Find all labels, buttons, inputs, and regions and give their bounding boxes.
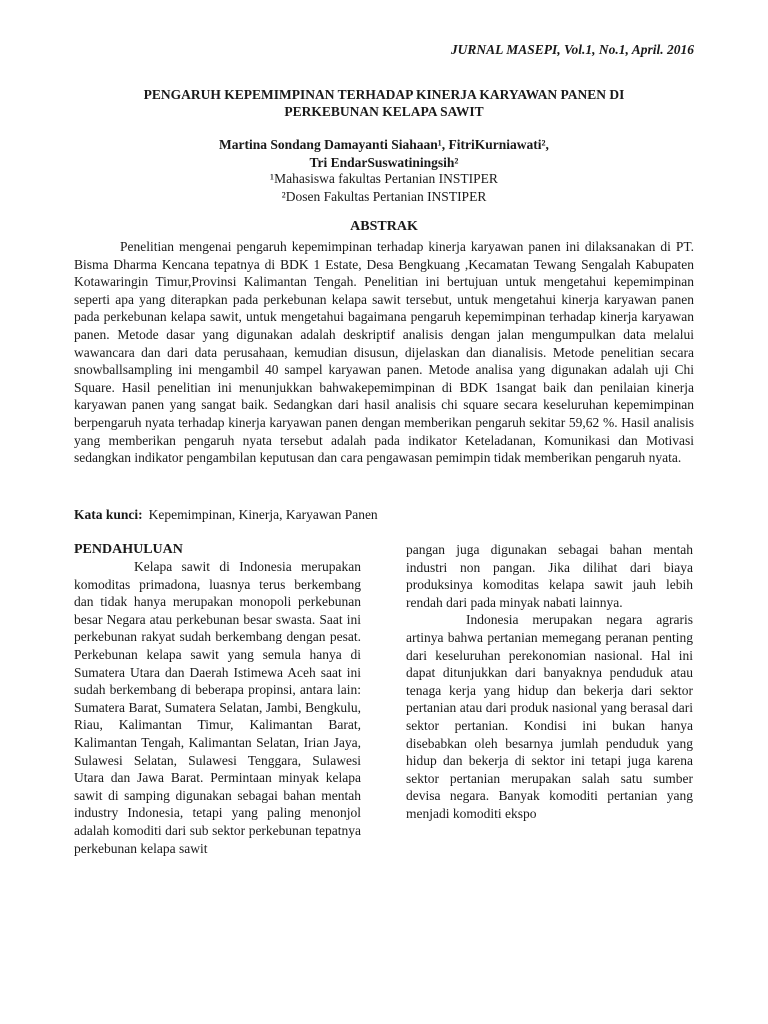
paper-title xyxy=(70,86,698,120)
column-left xyxy=(74,541,361,857)
column-right xyxy=(406,541,693,823)
abstract-heading: ABSTRAK xyxy=(350,219,418,234)
title-line-1: PENGARUH KEPEMIMPINAN TERHADAP KINERJA KARYAWAN PANEN DI xyxy=(143,87,625,102)
intro-paragraph-2: pangan juga digunakan sebagai bahan mentah industri non pangan. Jika dilihat dari biaya produksinya komoditas kelapa sawit jauh lebih rendah dari pada minyak nabati lainnya. xyxy=(406,542,693,610)
keywords-value: Kepemimpinan, Kinerja, Karyawan Panen xyxy=(148,507,378,522)
author-list xyxy=(70,136,698,172)
journal-header: JURNAL MASEPI, Vol.1, No.1, April. 2016 xyxy=(450,42,694,57)
title-line-2: PERKEBUNAN KELAPA SAWIT xyxy=(284,104,484,119)
author-line-2: Tri EndarSuswatiningsih² xyxy=(309,155,459,170)
section-heading-pendahuluan: PENDAHULUAN xyxy=(74,542,183,557)
intro-paragraph-3: Indonesia merupakan negara agraris artinya bahwa pertanian memegang peranan penting dari keseluruhan perekonomian nasional. Hal ini dapat ditunjukkan dari banyaknya penduduk atau tenaga kerja yang hidup dan bekerja dari sektor pertanian atau dari produk nasional yang berasal dari sektor pertanian. Kondisi ini bukan hanya disebabkan oleh besarnya jumlah penduduk yang hidup dan bekerja di sektor ini tetapi juga karena sektor pertanian merupakan salah satu sumber devisa negara. Banyak komoditi pertanian yang menjadi komoditi ekspo xyxy=(406,612,693,821)
affiliation-1: ¹Mahasiswa fakultas Pertanian INSTIPER xyxy=(270,171,498,186)
author-line-1: Martina Sondang Damayanti Siahaan¹, FitriKurniawati², xyxy=(219,137,549,152)
keywords-label: Kata kunci: xyxy=(74,507,143,522)
affiliations xyxy=(70,170,698,206)
keywords xyxy=(74,507,378,523)
abstract-text: Penelitian mengenai pengaruh kepemimpinan terhadap kinerja karyawan panen ini dilaksanakan di PT. Bisma Dharma Kencana tepatnya di BDK 1 Estate, Desa Bengkuang ,Kecamatan Tewang Sengalah Kabupaten Kotawaringin Timur,Provinsi Kalimantan Tengah. Penelitian ini bertujuan untuk mengetahui kepemimpinan seperti apa yang diterapkan pada perkebunan kelapa sawit tersebut, untuk mengetahui kinerja karyawan panen pada perkebunan kelapa sawit, untuk mengetahui bagaimana pengaruh kepemimpinan terhadap kinerja karyawan panen. Metode dasar yang digunakan adalah deskriptif analisis dengan jalan mengumpulkan data melalui wawancara dan dari data perusahaan, kemudian disusun, dijelaskan dan dianalisis. Metode penelitian secara snowballsampling ini mengambil 40 sampel karyawan panen. Metode analisa yang digunakan adalah uji Chi Square. Hasil penelitian ini menunjukkan bahwakepemimpinan di BDK 1sangat baik dan penilaian kinerja karyawan panen yang sangat baik. Sedangkan dari hasil analisis chi square secara keseluruhan kepemimpinan berpengaruh nyata terhadap kinerja karyawan panen dengan memberikan pengaruh sekitar 59,62 %. Hasil analisis yang memberikan pengaruh nyata tersebut adalah pada indikator Keteladanan, Komunikasi dan Motivasi sedangkan indikator pengambilan keputusan dan cara pengawasan pemimpin tidak memberikan pengaruh nyata. xyxy=(74,239,694,466)
affiliation-2: ²Dosen Fakultas Pertanian INSTIPER xyxy=(281,189,487,204)
intro-paragraph-1: Kelapa sawit di Indonesia merupakan komoditas primadona, luasnya terus berkembang dan tidak hanya merupakan monopoli perkebunan besar Negara atau perkebunan besar swasta. Saat ini perkebunan rakyat sudah berkembang dengan pesat. Perkebunan kelapa sawit yang semula hanya di Sumatera Utara dan Daerah Istimewa Aceh saat ini sudah berkembang di beberapa propinsi, antara lain: Sumatera Barat, Sumatera Selatan, Jambi, Bengkulu, Riau, Kalimantan Timur, Kalimantan Barat, Kalimantan Tengah, Kalimantan Selatan, Irian Jaya, Sulawesi Selatan, Sulawesi Tenggara, Sulawesi Utara dan Jawa Barat. Permintaan minyak kelapa sawit di samping digunakan sebagai bahan mentah industry Indonesia, tetapi yang paling menonjol adalah komoditi dari sub sektor perkebunan tepatnya perkebunan kelapa sawit xyxy=(74,559,361,856)
